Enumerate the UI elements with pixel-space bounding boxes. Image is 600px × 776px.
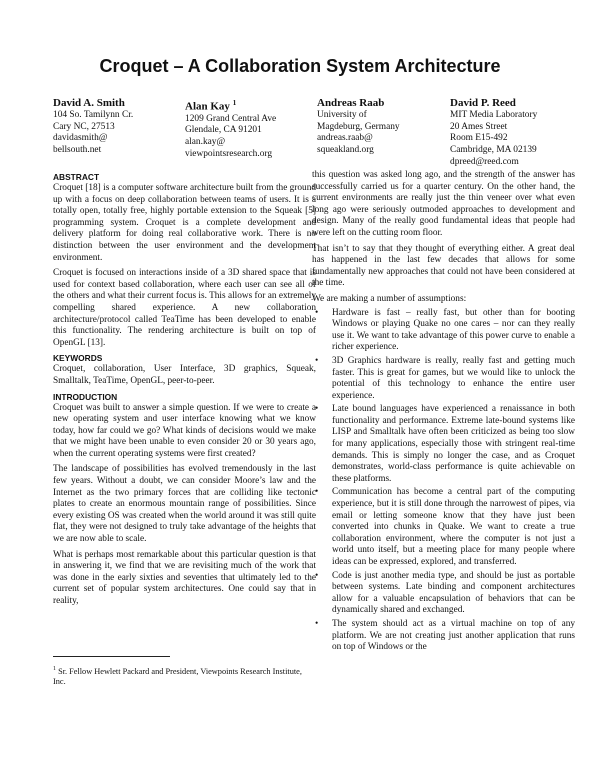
body-paragraph: That isn’t to say that they thought of everything either. A great deal has happened in the last few decades that allows for some fundamentally new approaches that could not have been considered at the time. — [312, 243, 575, 289]
body-paragraph: The landscape of possibilities has evolved tremendously in the last few years. Without a doubt, we can consider Moore’s law and the Internet as the two primary forces that are colliding like tectonic plates to create an enormous mountain range of possibilities. Since every existing OS was created when the world around it was still quite flat, they were not designed to truly take advantage of the heights that we are now able to scale. — [53, 464, 316, 545]
author-address-line: Cary NC, 27513 — [53, 121, 115, 132]
list-item: • Code is just another media type, and should be just as portable between systems. Late binding and component architectures allow for a valuable encapsulation of behaviors that can be dynamically shared and exchanged. — [315, 570, 575, 616]
abstract-paragraph: Croquet is focused on interactions inside of a 3D shared space that is used for context based collaboration, where each user can see all of the others and what their current focus is. This allows for an extremely compelling shared experience. A new collaboration architecture/protocol called TeaTime has been developed to enable this functionality. The rendering architecture is built on top of OpenGL [13]. — [53, 268, 316, 348]
author-address-line: Magdeburg, Germany — [317, 121, 400, 132]
abstract-heading: ABSTRACT — [53, 172, 100, 182]
list-item: • 3D Graphics hardware is really, really fast and getting much faster. This is great for games, but we would like to unlock the potential of this technology to enhance the entire user experience. — [315, 355, 575, 401]
footnote-marker: 1 — [53, 666, 56, 672]
author-name: Alan Kay — [185, 100, 230, 113]
paper-title: Croquet – A Collaboration System Architecture — [99, 56, 501, 76]
author-email: dpreed@reed.com — [450, 156, 519, 167]
assumptions-list — [312, 308, 575, 654]
list-item: • Hardware is fast – really fast, but other than for booting Windows or playing Quake no one cares – nor can they really use it. We want to take advantage of this power curve to enable a richer experience. — [315, 307, 575, 353]
bullet-icon: • — [315, 487, 319, 498]
author-address-line: Cambridge, MA 02139 — [450, 145, 537, 156]
author-email: davidasmith@ — [53, 133, 108, 144]
left-column — [53, 170, 319, 612]
body-paragraph: Croquet was built to answer a simple question. If we were to create a new operating system and user interface knowing what we know today, how far could we go? What kinds of decisions would we make that we might have been unable to even consider 20 or 30 years ago, when the current operating systems were first created? — [53, 402, 316, 459]
bullet-icon: • — [315, 355, 319, 366]
introduction-heading: INTRODUCTION — [53, 391, 118, 402]
author-name: Andreas Raab — [317, 97, 385, 109]
author-address-line: 1209 Grand Central Ave — [185, 113, 277, 124]
list-item: • The system should act as a virtual machine on top of any platform. We are not creating just another application that runs on top of Windows or the — [315, 618, 575, 653]
keywords-text: Croquet, collaboration, User Interface, 3D graphics, Squeak, Smalltalk, TeaTime, OpenGL, peer-to-peer. — [53, 364, 316, 386]
bullet-icon: • — [315, 404, 319, 415]
body-paragraph: this question was asked long ago, and the strength of the answer has successfully carried us for a quarter century. On the other hand, the current environments are really just the thin veneer over what even long ago were seriously outmoded approaches to development and design. Many of the really good fundamental ideas that people had were left on the cutting room floor. — [312, 170, 575, 238]
author-reed — [450, 96, 537, 169]
author-address-line: Glendale, CA 91201 — [185, 125, 262, 136]
abstract-paragraph: Croquet [18] is a computer software architecture built from the ground up with a focus on deep collaboration between teams of users. It is a totally open, totally free, highly portable extension to the Squeak [5] programming system. Croquet is a complete development and delivery platform for doing real collaborative work. There is no distinction between the user environment and the development environment. — [53, 183, 316, 263]
bullet-icon: • — [315, 307, 319, 318]
footnote-marker: 1 — [232, 99, 237, 107]
author-address-line: Room E15-492 — [450, 133, 508, 144]
author-email: alan.kay@ — [185, 137, 226, 148]
author-address-line: 20 Ames Street — [450, 121, 508, 132]
body-paragraph: We are making a number of assumptions: — [312, 293, 467, 304]
author-name: David A. Smith — [53, 97, 125, 109]
footnote — [53, 664, 316, 688]
bullet-icon: • — [315, 618, 319, 629]
list-item: • Communication has become a central part of the computing experience, but it is still done through the narrowest of pipes, via email or letting someone know that they have just been converted into chunks in Quake. We want to create a true collaboration environment, where the computer is not just a world unto itself, but a meeting place for many people where ideas can be expressed, explored, and transferred. — [315, 487, 575, 567]
author-address-line: University of — [317, 110, 367, 120]
author-email: viewpointsresearch.org — [185, 148, 273, 159]
author-kay — [185, 96, 276, 160]
author-email: squeakland.org — [317, 145, 374, 156]
author-raab — [317, 96, 400, 157]
right-column — [312, 170, 575, 656]
author-address-line: MIT Media Laboratory — [450, 110, 538, 120]
author-address-line: 104 So. Tamilynn Cr. — [53, 110, 134, 120]
author-name: David P. Reed — [450, 97, 516, 109]
body-paragraph: What is perhaps most remarkable about this particular question is that in answering it, we find that we are revisiting much of the work that was done in the early sixties and seventies that ultimately led to the current set of popular system architectures. One could say that in reality, — [53, 549, 316, 606]
footnote-divider — [53, 656, 170, 657]
author-smith — [53, 96, 133, 157]
bullet-icon: • — [315, 570, 319, 581]
author-email: bellsouth.net — [53, 145, 102, 156]
author-email: andreas.raab@ — [317, 133, 373, 144]
list-item: • Late bound languages have experienced a renaissance in both functionality and performance. Extreme late-bound systems like LISP and Smalltalk have often been criticized as being too slow for many applications, especially those with stringent real-time demands. This is simply no longer the case, and as Croquet demonstrates, world-class performance is quite achievable on these platforms. — [315, 404, 575, 484]
keywords-heading: KEYWORDS — [53, 353, 103, 364]
footnote-text: Sr. Fellow Hewlett Packard and President, Viewpoints Research Institute, Inc. — [53, 666, 302, 687]
